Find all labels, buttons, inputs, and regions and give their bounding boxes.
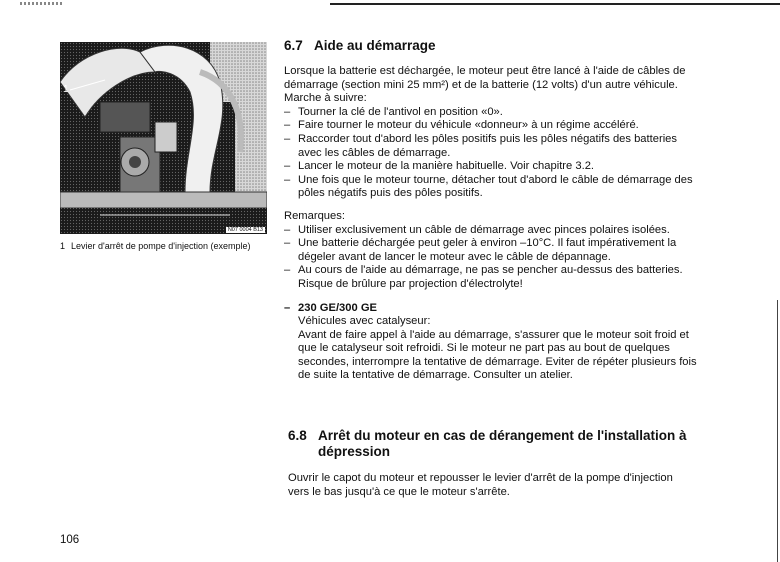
- bullet-dash: –: [284, 264, 291, 277]
- bullet-dash: –: [284, 119, 291, 132]
- bullet-dash: –: [284, 223, 291, 236]
- list-item: [284, 264, 754, 291]
- list-item: [284, 224, 754, 238]
- figure-callout: 1: [63, 84, 69, 95]
- list-item: [284, 119, 754, 133]
- list-item-line: Faire tourner le moteur du véhicule «donneur» à un régime accéléré.: [298, 119, 639, 132]
- section-title: Aide au démarrage: [314, 38, 436, 53]
- list-item-line: Au cours de l'aide au démarrage, ne pas se pencher au-dessus des batteries.: [298, 264, 683, 277]
- intro-line: Lorsque la batterie est déchargée, le moteur peut être lancé à l'aide de câbles de: [284, 65, 686, 77]
- list-item-line: Risque de brûlure par projection d'électrolyte!: [298, 277, 523, 290]
- list-item-line: Une fois que le moteur tourne, détacher tout d'abord le câble de démarrage des: [298, 173, 693, 186]
- model-heading: – 230 GE/300 GE: [284, 301, 377, 314]
- bullet-dash: –: [284, 173, 291, 186]
- list-item: [284, 174, 754, 201]
- model-subtitle: Véhicules avec catalyseur:: [298, 315, 431, 328]
- bullet-dash: –: [284, 105, 291, 118]
- list-item-line: Lancer le moteur de la manière habituelle. Voir chapitre 3.2.: [298, 160, 595, 173]
- engine-photo: [60, 42, 267, 234]
- scan-artifact-mark: [20, 2, 64, 5]
- section-6-8-heading: [288, 428, 738, 460]
- body-line: vers le bas jusqu'à ce que le moteur s'arrête.: [288, 485, 510, 498]
- list-item-line: Utiliser exclusivement un câble de démarrage avec pinces polaires isolées.: [298, 223, 670, 236]
- model-name: 230 GE/300 GE: [298, 301, 377, 314]
- list-item-line: pôles négatifs puis des pôles positifs.: [298, 187, 483, 200]
- list-item-line: Une batterie déchargée peut geler à environ –10°C. Il faut impérativement la: [298, 237, 677, 250]
- section-title-line: dépression: [318, 444, 391, 459]
- intro-line: Marche à suivre:: [284, 92, 367, 105]
- top-rule: [330, 3, 780, 5]
- remarks-list: [284, 224, 754, 292]
- list-item: [284, 160, 754, 174]
- page-edge-line: [777, 300, 778, 562]
- section-6-8-body: [288, 472, 748, 499]
- caption-number: 1: [60, 241, 66, 251]
- list-item-line: Tourner la clé de l'antivol en position «0».: [298, 105, 503, 118]
- list-item-line: Raccorder tout d'abord les pôles positifs puis les pôles négatifs des batteries: [298, 132, 677, 145]
- figure-caption: [60, 241, 270, 252]
- bullet-dash: –: [284, 237, 291, 250]
- list-item: [284, 133, 754, 160]
- section-6-7-body: [284, 65, 754, 383]
- engine-illustration: [60, 42, 267, 234]
- section-number: 6.7: [284, 38, 303, 53]
- list-item: [284, 237, 754, 264]
- page-number: 106: [60, 534, 80, 546]
- model-text-line: Avant de faire appel à l'aide au démarrage, s'assurer que le moteur soit froid et: [298, 328, 689, 341]
- section-6-7-heading: [284, 38, 754, 54]
- model-text-line: que le catalyseur soit refroidi. Si le moteur ne part pas au bout de quelques: [298, 342, 670, 355]
- list-item-line: dégeler avant de lancer le moteur avec le câble de dépannage.: [298, 250, 611, 263]
- bullet-dash: –: [284, 160, 291, 173]
- steps-list: [284, 106, 754, 201]
- model-text-line: de suite la tentative de démarrage. Consulter un atelier.: [298, 369, 573, 382]
- body-line: Ouvrir le capot du moteur et repousser le levier d'arrêt de la pompe d'injection: [288, 472, 673, 484]
- caption-text: Levier d'arrêt de pompe d'injection (exemple): [71, 241, 251, 251]
- section-title: [318, 428, 738, 460]
- bullet-dash: –: [284, 132, 291, 145]
- section-title-line: Arrêt du moteur en cas de dérangement de l'installation à: [318, 428, 687, 443]
- remarks-label: Remarques:: [284, 209, 345, 222]
- list-item-line: avec les câbles de démarrage.: [298, 146, 451, 159]
- section-number: 6.8: [288, 428, 307, 443]
- list-item: [284, 106, 754, 120]
- model-text: [284, 329, 754, 383]
- model-text-line: secondes, interrompre la tentative de démarrage. Eviter de répéter plusieurs fois: [298, 355, 697, 368]
- figure-code: N07 0004 B13: [227, 227, 263, 233]
- intro-line: démarrage (section mini 25 mm²) et de la batterie (12 volts) d'un autre véhicule.: [284, 78, 678, 91]
